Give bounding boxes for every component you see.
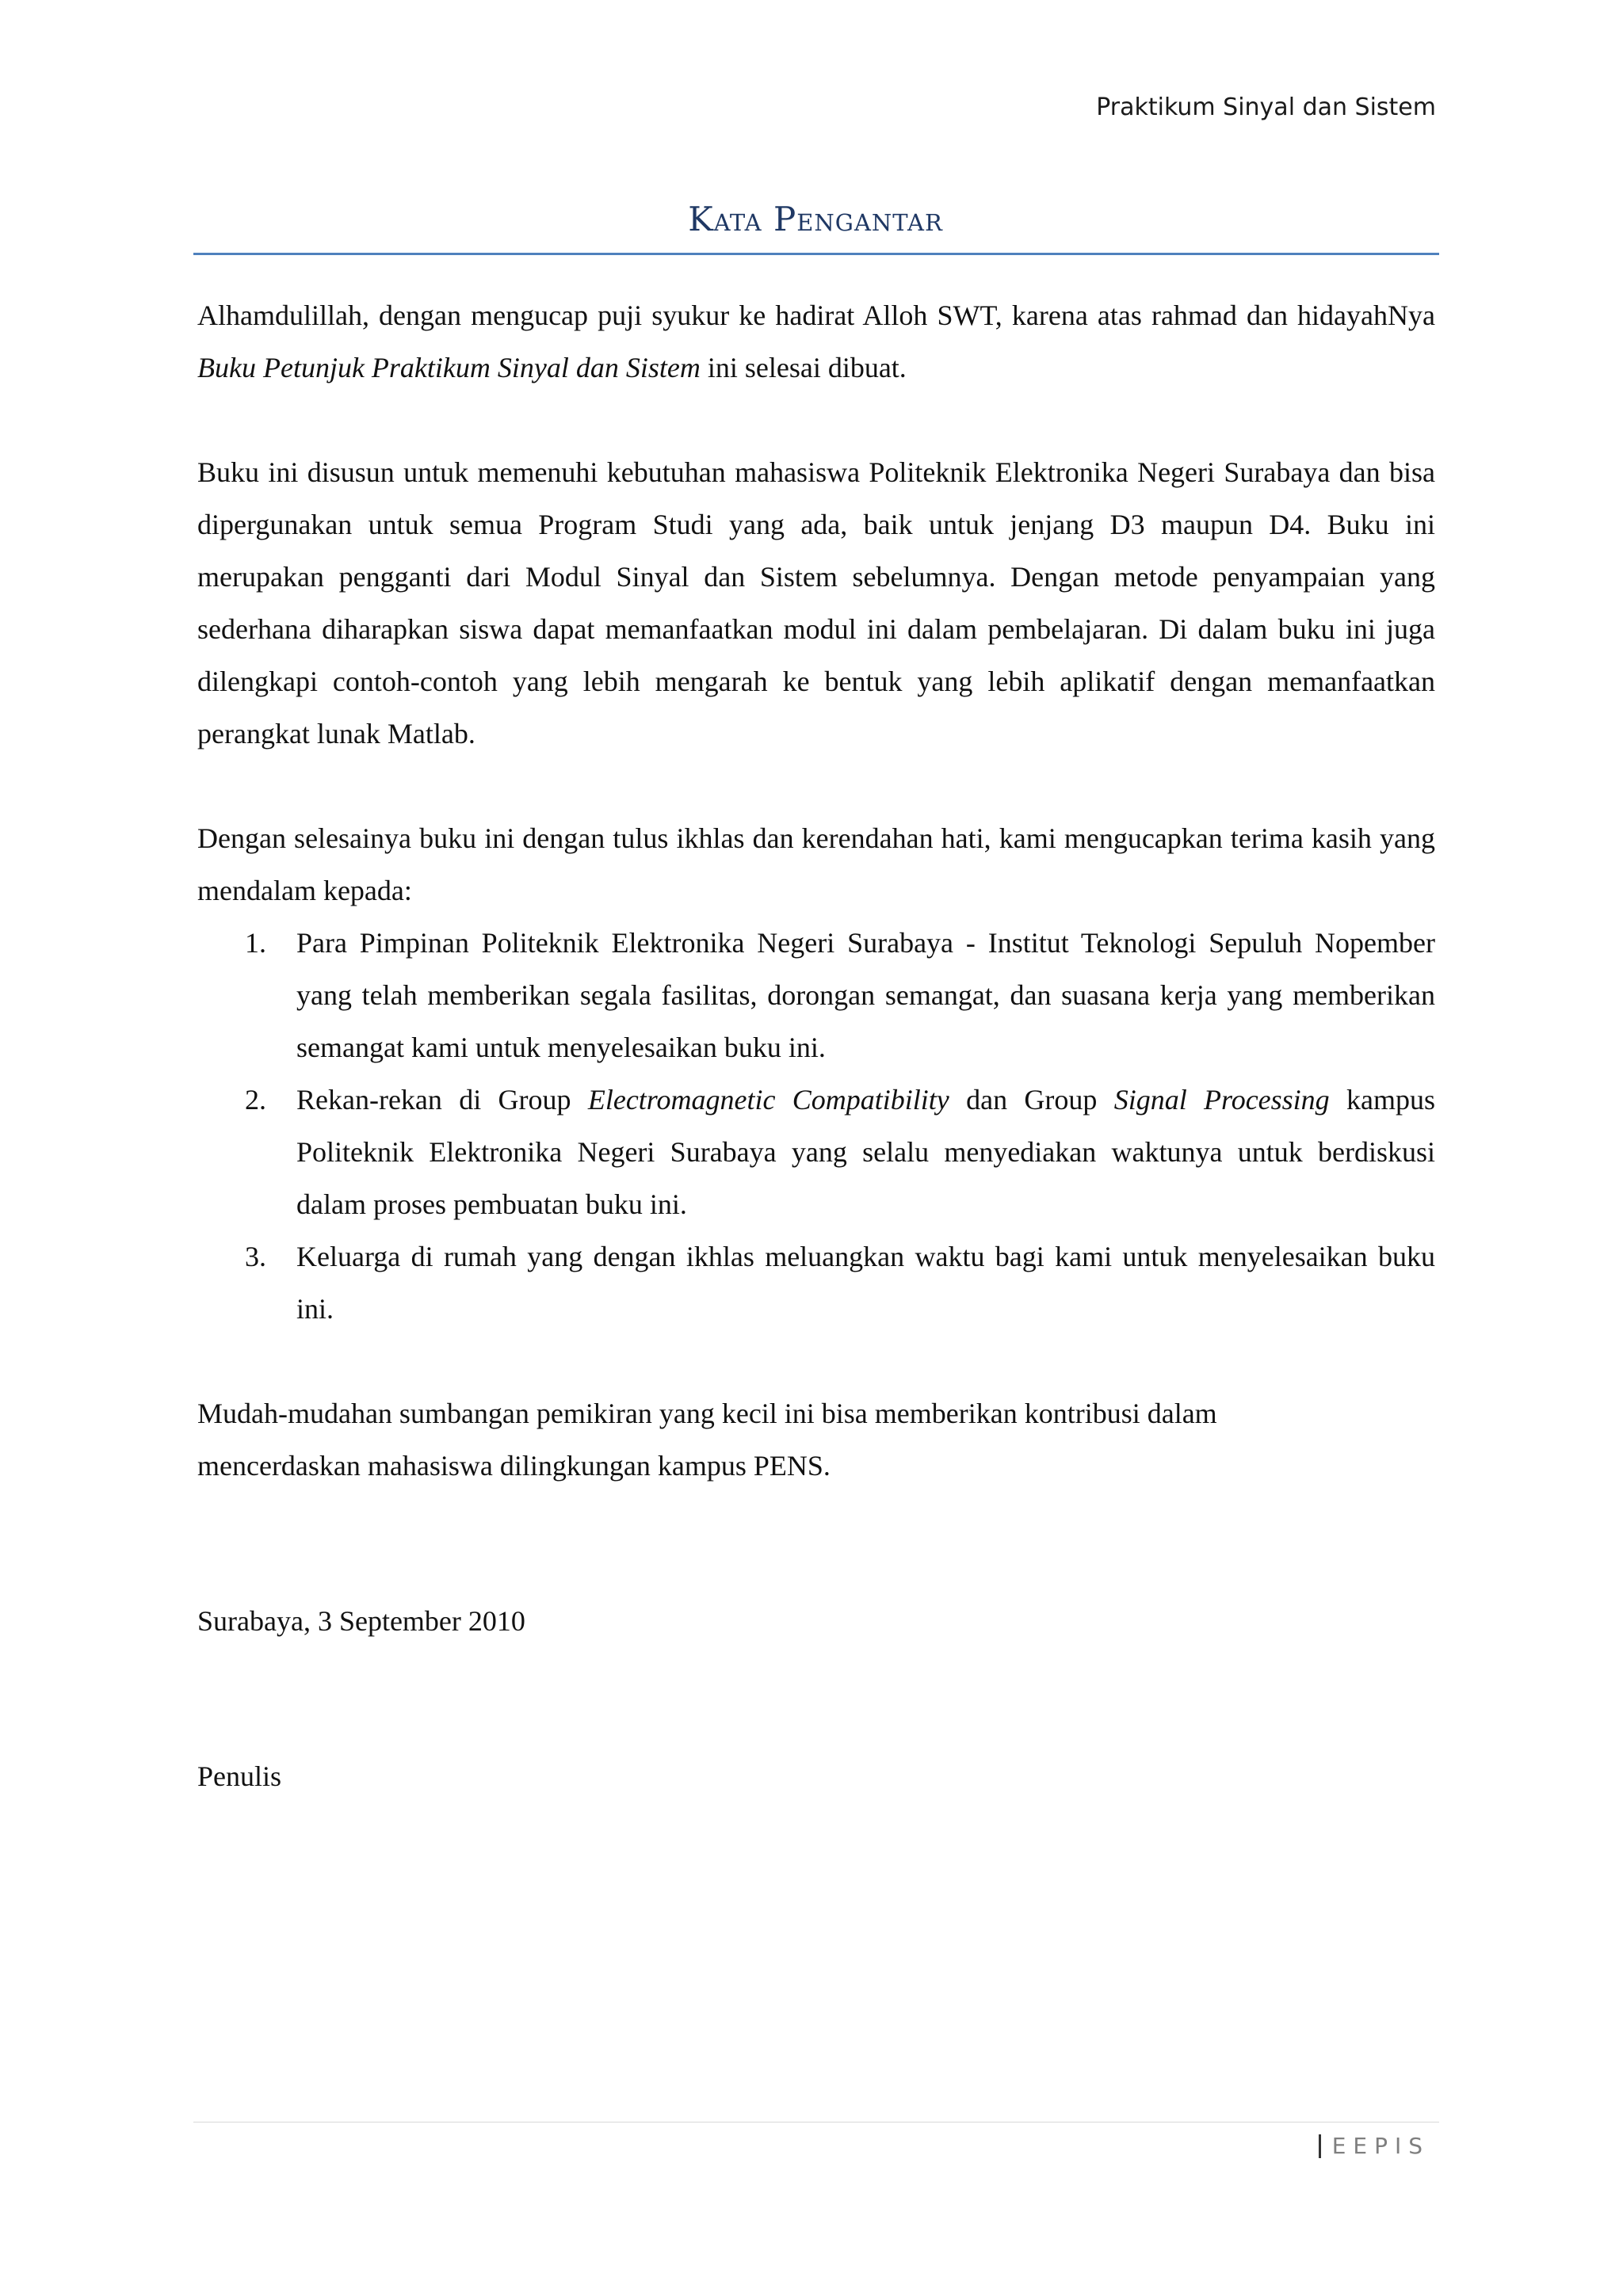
list-item <box>197 917 1435 1074</box>
list-text-b: dan Group <box>949 1084 1114 1116</box>
list-item-text: Para Pimpinan Politeknik Elektronika Negeri Surabaya - Institut Teknologi Sepuluh Nopember yang telah memberikan segala fasilitas, dorongan semangat, dan suasana kerja yang memberikan semangat kami untuk menyelesaikan buku ini. <box>296 927 1435 1063</box>
list-text-a: Rekan-rekan di Group <box>296 1084 588 1116</box>
intro-text-2: ini selesai dibuat. <box>700 352 907 383</box>
list-item-text: Keluarga di rumah yang dengan ikhlas meluangkan waktu bagi kami untuk menyelesaikan buku ini. <box>296 1241 1435 1325</box>
footer-label: EEPIS <box>1331 2133 1430 2159</box>
running-header: Praktikum Sinyal dan Sistem <box>1096 93 1436 121</box>
list-number: 1. <box>245 927 266 959</box>
paragraph-thanks-intro: Dengan selesainya buku ini dengan tulus ikhlas dan kerendahan hati, kami mengucapkan terima kasih yang mendalam kepada: <box>197 822 1435 906</box>
intro-paragraph <box>197 289 1435 394</box>
intro-text-1: Alhamdulillah, dengan mengucap puji syukur ke hadirat Alloh SWT, karena atas rahmad dan hidayahNya <box>197 299 1435 331</box>
list-text-c: kampus Politeknik Elektronika Negeri Surabaya yang selalu menyediakan waktunya untuk berdiskusi dalam proses pembuatan buku ini. <box>296 1084 1435 1220</box>
closing-line-1: Mudah-mudahan sumbangan pemikiran yang kecil ini bisa memberikan kontribusi dalam <box>197 1398 1217 1429</box>
page-title: Kata Pengantar <box>688 200 943 238</box>
footer-bar <box>1319 2134 1321 2158</box>
list-item <box>197 1230 1435 1335</box>
thanks-list <box>197 917 1435 1335</box>
title-underline <box>193 253 1439 255</box>
title-block <box>193 200 1438 238</box>
list-number: 3. <box>245 1241 266 1272</box>
signal-processing-group: Signal Processing <box>1113 1084 1330 1116</box>
list-number: 2. <box>245 1084 266 1116</box>
emc-group: Electromagnetic Compatibility <box>587 1084 949 1116</box>
closing-paragraph <box>197 1387 1435 1492</box>
list-item-text <box>296 1084 1435 1220</box>
list-item <box>197 1074 1435 1230</box>
signature: Penulis <box>197 1760 282 1792</box>
closing-line-2: mencerdaskan mahasiswa dilingkungan kampus PENS. <box>197 1450 831 1482</box>
place-date: Surabaya, 3 September 2010 <box>197 1605 525 1637</box>
intro-book-title: Buku Petunjuk Praktikum Sinyal dan Sistem <box>197 352 701 383</box>
document-body <box>197 289 1435 1802</box>
footer <box>1319 2133 1430 2159</box>
paragraph-purpose: Buku ini disusun untuk memenuhi kebutuhan mahasiswa Politeknik Elektronika Negeri Surabaya dan bisa dipergunakan untuk semua Program Studi yang ada, baik untuk jenjang D3 maupun D4. Buku ini merupakan pengganti dari Modul Sinyal dan Sistem sebelumnya. Dengan metode penyampaian yang sederhana diharapkan siswa dapat memanfaatkan modul ini dalam pembelajaran. Di dalam buku ini juga dilengkapi contoh-contoh yang lebih mengarah ke bentuk yang lebih aplikatif dengan memanfaatkan perangkat lunak Matlab. <box>197 456 1435 749</box>
